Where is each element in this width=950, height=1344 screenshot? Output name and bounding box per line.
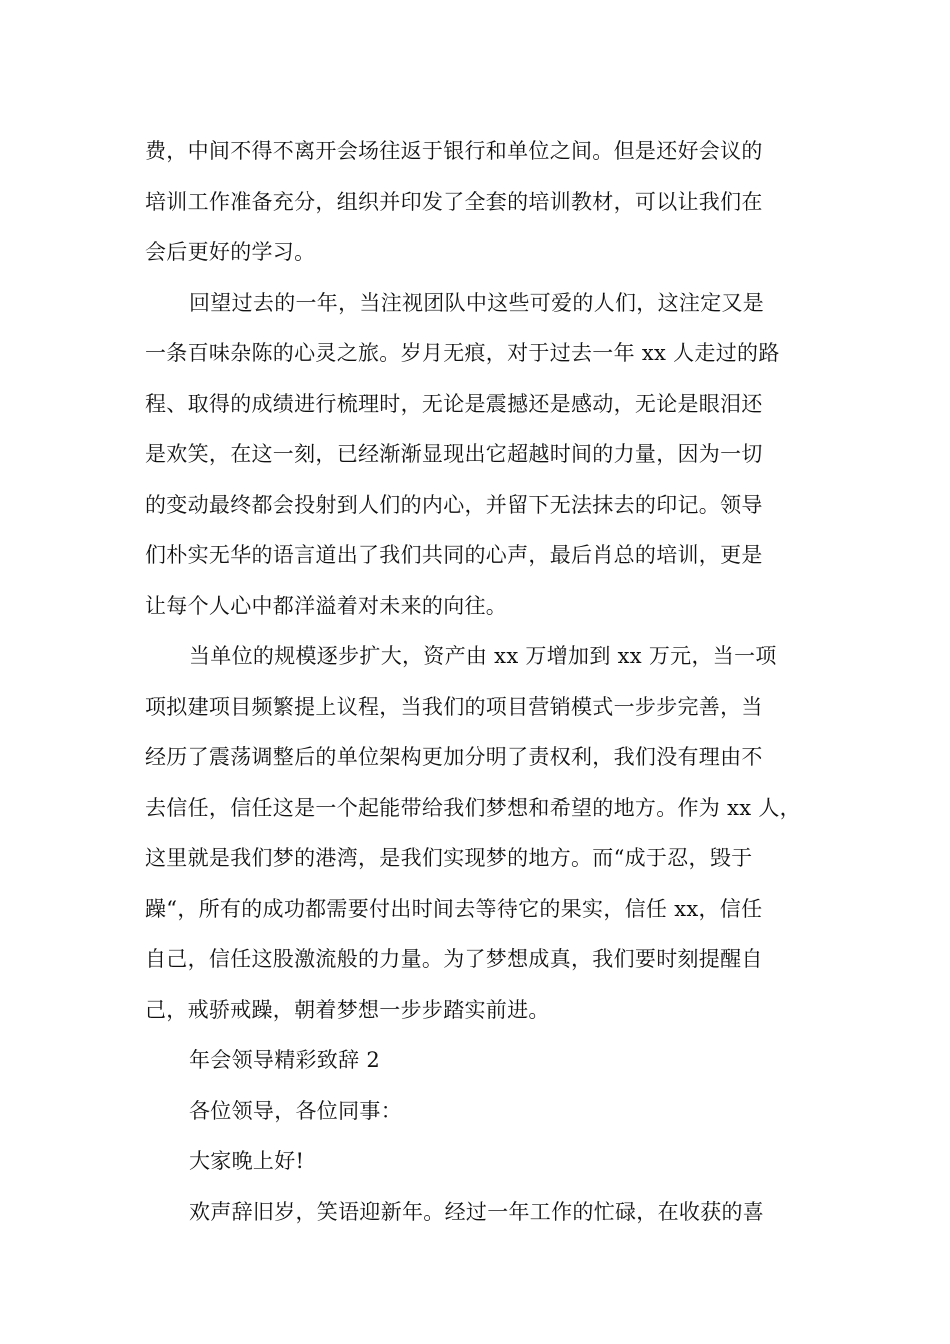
salutation: 各位领导，各位同事： [189,1098,402,1123]
greeting: 大家晚上好! [189,1149,305,1173]
text-line: 去信任，信任这是一个起能带给我们梦想和希望的地方。作为 xx 人， [145,795,801,820]
text-line: 这里就是我们梦的港湾，是我们实现梦的地方。而“成于忍，毁于 [145,846,753,870]
text-line: 项拟建项目频繁提上议程，当我们的项目营销模式一步步完善，当 [145,694,763,719]
paragraph-first-line: 回望过去的一年，当注视团队中这些可爱的人们，这注定又是 [189,290,765,315]
paragraph-first-line: 当单位的规模逐步扩大，资产由 xx 万增加到 xx 万元，当一项 [189,644,777,668]
text-line: 会后更好的学习。 [145,240,316,264]
text-line: 程、取得的成绩进行梳理时，无论是震撼还是感动，无论是眼泪还 [145,391,763,416]
text-line: 经历了震荡调整后的单位架构更加分明了责权利，我们没有理由不 [145,745,763,769]
text-line: 己，戒骄戒躁，朝着梦想一步步踏实前进。 [145,997,550,1022]
text-line: 自己，信任这股激流般的力量。为了梦想成真，我们要时刻提醒自 [145,947,763,971]
section-heading: 年会领导精彩致辞 2 [189,1048,381,1072]
text-line: 培训工作准备充分，组织并印发了全套的培训教材，可以让我们在 [145,189,763,214]
text-line: 的变动最终都会投射到人们的内心，并留下无法抹去的印记。领导 [145,492,763,517]
text-line: 们朴实无华的语言道出了我们共同的心声，最后肖总的培训，更是 [145,543,763,567]
text-line: 是欢笑，在这一刻，已经渐渐显现出它超越时间的力量，因为一切 [145,442,763,466]
paragraph-first-line: 欢声辞旧岁，笑语迎新年。经过一年工作的忙碌，在收获的喜 [189,1199,765,1224]
text-line: 让每个人心中都洋溢着对未来的向往。 [145,593,508,618]
text-line: 费，中间不得不离开会场往返于银行和单位之间。但是还好会议的 [145,139,763,163]
text-line: 躁“，所有的成功都需要付出时间去等待它的果实，信任 xx，信任 [145,896,763,921]
document-body [145,126,810,1237]
text-line: 一条百味杂陈的心灵之旅。岁月无痕，对于过去一年 xx 人走过的路 [145,341,780,365]
